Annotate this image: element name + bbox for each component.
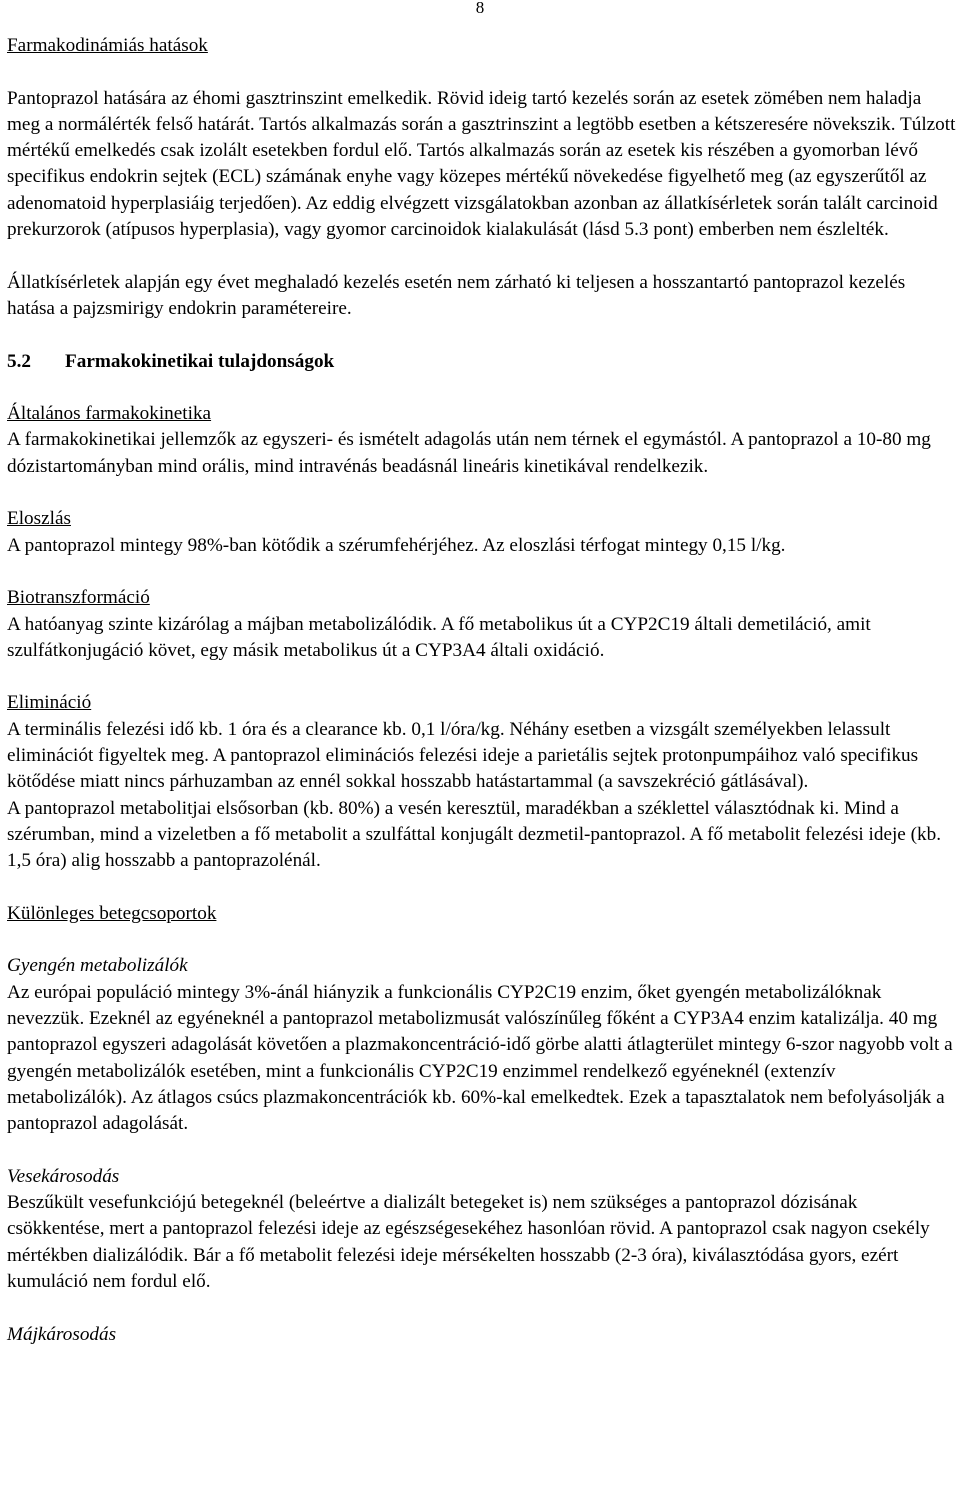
general-pk-heading: Általános farmakokinetika: [7, 403, 212, 425]
renal-impairment-heading: Vesekárosodás: [7, 1165, 120, 1187]
section-heading: [7, 349, 957, 375]
general-pk-text: A farmakokinetikai jellemzők az egyszeri- és ismételt adagolás után nem térnek el egymástól. A pantoprazol a 10-80 mg dózistartományban mind orális, mind intravénás beadásnál lineáris kinetikával rendelkezik.: [7, 429, 931, 477]
pharmacodynamics-paragraph-2: Állatkísérletek alapján egy évet meghaladó kezelés esetén nem zárható ki teljesen a hosszantartó pantoprazol kezelés hatása a pajzsmirigy endokrin paramétereire.: [7, 271, 906, 319]
section-title: Farmakokinetikai tulajdonságok: [65, 350, 335, 372]
elimination-heading: Elimináció: [7, 692, 92, 714]
distribution-heading: Eloszlás: [7, 508, 71, 530]
pharmacodynamics-heading: Farmakodinámiás hatások: [7, 35, 208, 56]
elimination-text-2: A pantoprazol metabolitjai elsősorban (kb. 80%) a vesén keresztül, maradékban a széklettel választódnak ki. Mind a szérumban, mind a vizeletben a fő metabolit a szulfáttal konjugált dezmetil-pantoprazol. A fő metabolit felezési ideje (kb. 1,5 óra) alig hosszabb a pantoprazolénál.: [7, 797, 941, 872]
poor-metabolizers-text: Az európai populáció mintegy 3%-ánál hiányzik a funkcionális CYP2C19 enzim, őket gyengén metabolizálóknak nevezzük. Ezeknél az egyéneknél a pantoprazol metabolizmusát valószínűleg főként a CYP3A4 enzim katalizálja. 40 mg pantoprazol egyszeri adagolását követően a plazmakoncentráció-idő görbe alatti átlagterület mintegy 6-szor nagyobb volt a gyengén metabolizálók esetében, mint a funkcionális CYP2C19 enzimmel rendelkező egyéneknél (extenzív metabolizálók). Az átlagos csúcs plazmakoncentrációk kb. 60%-kal emelkedtek. Ezek a tapasztalatok nem befolyásolják a pantoprazol adagolását.: [7, 981, 953, 1135]
hepatic-impairment-heading: Májkárosodás: [7, 1323, 117, 1345]
renal-impairment-text: Beszűkült vesefunkciójú betegeknél (beleértve a dializált betegeket is) nem szükséges a pantoprazol dózisának csökkentése, mert a pantoprazol felezési ideje az egészségesekéhez hasonlóan rövid. A pantoprazol csak nagyon csekély mértékben dializálódik. Bár a fő metabolit felezési ideje mérsékelten hosszabb (2-3 óra), kiválasztódása gyors, ezért kumuláció nem fordul elő.: [7, 1192, 930, 1292]
distribution-text: A pantoprazol mintegy 98%-ban kötődik a szérumfehérjéhez. Az eloszlási térfogat mintegy 0,15 l/kg.: [7, 534, 786, 556]
biotransformation-text: A hatóanyag szinte kizárólag a májban metabolizálódik. A fő metabolikus út a CYP2C19 általi demetiláció, amit szulfátkonjugáció követ, egy másik metabolikus út a CYP3A4 általi oxidáció.: [7, 613, 871, 661]
section-number: 5.2: [7, 350, 31, 372]
special-groups-heading: Különleges betegcsoportok: [7, 902, 217, 924]
biotransformation-heading: Biotranszformáció: [7, 587, 150, 609]
document-body: [7, 33, 957, 1348]
poor-metabolizers-heading: Gyengén metabolizálók: [7, 955, 188, 977]
elimination-text-1: A terminális felezési idő kb. 1 óra és a clearance kb. 0,1 l/óra/kg. Néhány esetben a vizsgált személyekben lelassult eliminációt figyeltek meg. A pantoprazol eliminációs felezési ideje a parietális sejtek protonpumpáihoz való specifikus kötődése miatt nincs párhuzamban az ennél sokkal hosszabb hatástartammal (a savszekréció gátlásával).: [7, 718, 919, 793]
pharmacodynamics-paragraph-1: Pantoprazol hatására az éhomi gasztrinszint emelkedik. Rövid ideig tartó kezelés során az esetek zömében nem haladja meg a normálérték felső határát. Tartós alkalmazás során a gasztrinszint a legtöbb esetben a kétszeresére növekszik. Túlzott mértékű emelkedés csak izolált esetekben fordul elő. Tartós alkalmazás során az esetek kis részében a gyomorban lévő specifikus endokrin sejtek (ECL) számának enyhe vagy közepes mértékű növekedése figyelhető meg (az egyszerűtől az adenomatoid hyperplasiáig terjedően). Az eddig elvégzett vizsgálatokban azonban az állatkísérletek során talált carcinoid prekurzorok (atípusos hyperplasia), vagy gyomor carcinoidok kialakulását (lásd 5.3 pont) emberben nem észlelték.: [7, 87, 956, 241]
page-number: 8: [475, 0, 485, 17]
